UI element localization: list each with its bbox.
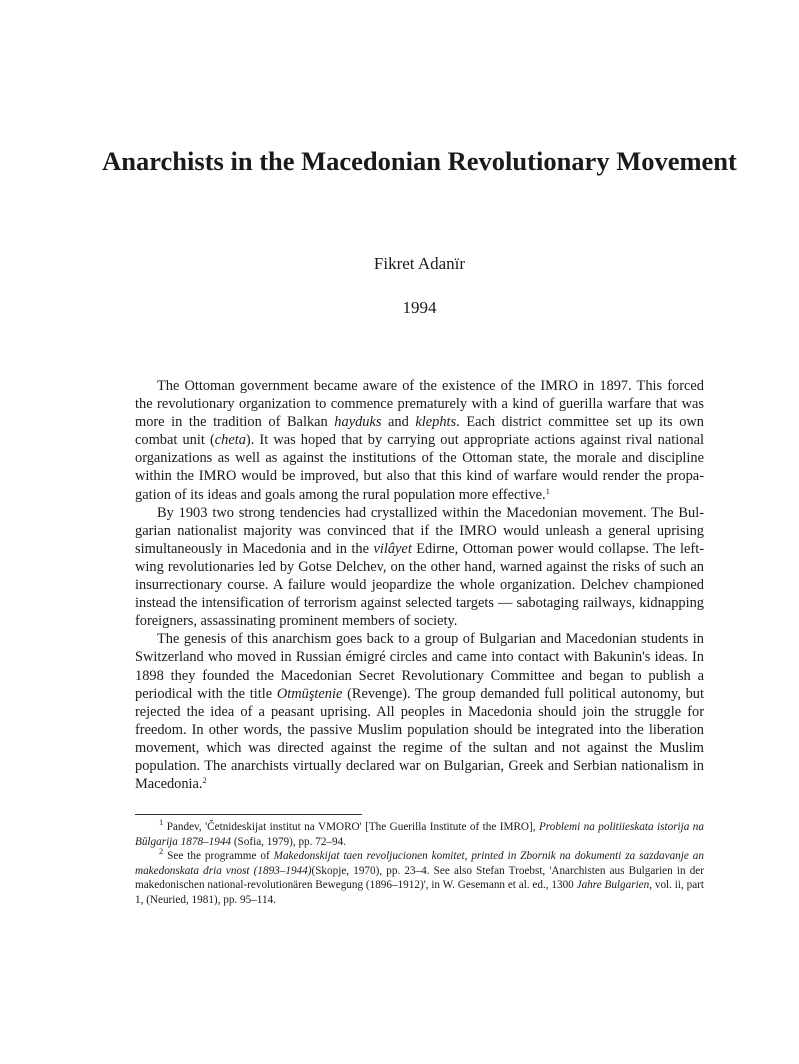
text-run: Pandev, 'Četnideskijat institut na VMORO' [The Guerilla Institute of the IMRO],: [163, 821, 539, 833]
footnote-reference[interactable]: 2: [202, 775, 207, 786]
paragraph: [135, 377, 704, 504]
text-run: The Ottoman government became aware of the existence of the IMRO in 1897. This forced the revolutionary organization to commence prematurely with a kind of guerilla warfare that was more in the tradition of Balkan: [135, 378, 704, 431]
text-run: (Skopje, 1970), pp. 23–4. See also Stefan Troebst, 'Anarchisten aus Bulgarien in der makedonischen national-revolutionären Bewegung (1896–1912)', in W. Gesemann et al. ed., 1300: [135, 864, 705, 892]
footnote-reference[interactable]: 1: [545, 485, 550, 496]
footnote-divider: [135, 814, 362, 815]
text-run: and: [381, 414, 416, 431]
footnote-number: 1: [159, 817, 164, 827]
italic-term: Problemi na politiieskata istorija na Bŭlgarija 1878–1944: [135, 821, 704, 848]
text-run: , vol. ii, part 1, (Neuried, 1981), pp. 95–114.: [135, 879, 704, 906]
footnote: [135, 817, 704, 849]
italic-term: Makedonskijat taen revoljucionen komitet, printed in Zbornik na dokumenti za sazdavanje an makedonskata dria vnost (1893–1944): [135, 850, 704, 877]
italic-term: hayduks: [334, 414, 382, 431]
footnotes: [135, 817, 705, 908]
text-run: (Revenge). The group demanded full political autonomy, but rejected the idea of a peasant uprising. All peoples in Macedonia should join the struggle for freedom. In other words, the passive Muslim population should be integrated into the liberation movement, which was directed against the regime of the sultan and not against the Muslim population. The anarchists virtually declared war on Bulgarian, Greek and Serbian nationalism in Macedonia.: [135, 685, 704, 793]
body-text: [135, 377, 704, 793]
italic-term: klephts: [415, 414, 457, 431]
footnote-number: 2: [159, 846, 164, 857]
document-author: Fikret Adanïr: [373, 254, 466, 273]
text-run: The genesis of this anarchism goes back to a group of Bulgarian and Macedonian students in Switzerland who moved in Russian émigré circles and came into contact with Bakunin's ideas. In 1898 they founded the Macedonian Secret Revolutionary Committee and began to publish a periodical with the title: [135, 631, 704, 702]
document-title: Anarchists in the Macedonian Revolutionary Movement: [102, 146, 737, 176]
paragraph: [135, 504, 704, 631]
document-date: 1994: [402, 298, 437, 317]
italic-term: Otmūştenie: [276, 685, 343, 702]
text-run: (Sofia, 1979), pp. 72–94.: [231, 835, 347, 848]
text-run: By 1903 two strong tendencies had crystallized within the Macedonian movement. The Bulgarian nationalist majority was convinced that if the IMRO would unleash a general uprising simultaneously in Macedonia and in the: [135, 504, 704, 557]
text-run: Edirne, Ottoman power would collapse. The leftwing revolutionaries led by Gotse Delchev, on the other hand, warned against the risks of such an insurrectionary course. A failure would jeopardize the whole organization. Delchev championed instead the intensification of terrorism against selected targets — sabotaging railways, kidnapping foreigners, assassinating prominent members of society.: [135, 540, 704, 630]
footnote: [135, 846, 705, 907]
italic-term: Jahre Bulgarien: [576, 879, 650, 892]
text-run: See the programme of: [163, 850, 274, 863]
text-run: ). It was hoped that by carrying out appropriate actions against rival national organizations as well as against the institutions of the Ottoman state, the morale and discipline within the IMRO would be improved, but also that this kind of warfare would render the propagation of its ideas and goals among the rural population more effective.: [135, 432, 704, 503]
italic-term: vilâyet: [373, 540, 412, 557]
paragraph: [135, 630, 704, 793]
italic-term: cheta: [214, 432, 246, 449]
text-run: . Each district committee set up its own combat unit (: [135, 414, 704, 449]
